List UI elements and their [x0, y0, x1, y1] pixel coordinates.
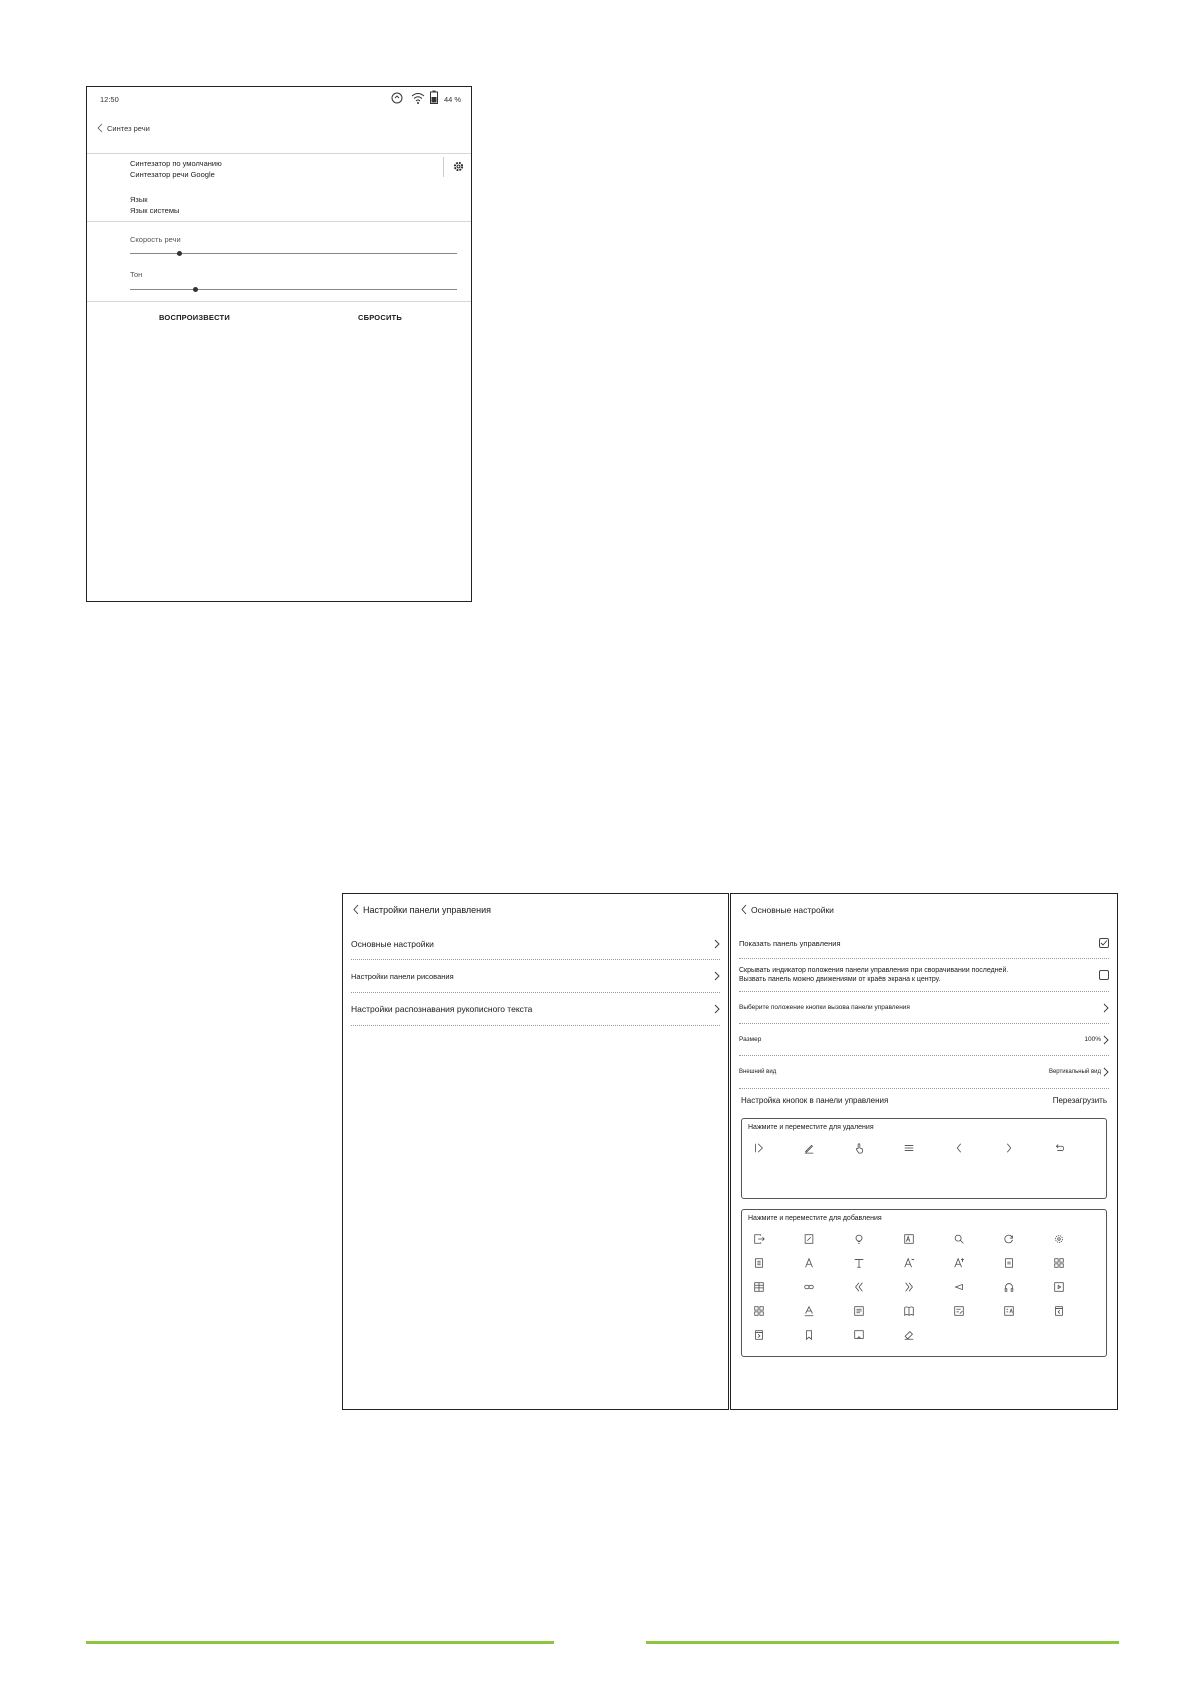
layout-icon[interactable]: [752, 1304, 766, 1318]
page-title: Настройки панели управления: [363, 904, 492, 915]
appearance-row[interactable]: [739, 1056, 1109, 1089]
font-a-icon[interactable]: [802, 1256, 816, 1270]
page-next-icon[interactable]: [752, 1328, 766, 1342]
remove-buttons-box: [741, 1118, 1107, 1199]
pitch-label: Тон: [130, 270, 143, 279]
note-icon[interactable]: [952, 1304, 966, 1318]
basic-settings-screen: [730, 893, 1118, 1410]
buttons-setup-label: Настройка кнопок в панели управления: [741, 1096, 889, 1105]
sync-icon: [390, 91, 404, 105]
size-row[interactable]: [739, 1024, 1109, 1056]
appearance-value: Вертикальный вид: [1048, 1069, 1101, 1075]
hide-indicator-text: [739, 966, 1008, 984]
page-prev-icon[interactable]: [1052, 1304, 1066, 1318]
panel-settings-screen: [342, 893, 729, 1410]
double-left-icon[interactable]: [852, 1280, 866, 1294]
show-panel-row[interactable]: [739, 928, 1109, 959]
wifi-icon: [411, 91, 425, 105]
footer-line-right: [646, 1641, 1119, 1644]
battery-icon: [430, 90, 438, 104]
hide-indicator-checkbox[interactable]: [1099, 970, 1109, 980]
exit-icon[interactable]: [752, 1232, 766, 1246]
idea-icon[interactable]: [852, 1232, 866, 1246]
language-label: Язык: [130, 195, 148, 204]
doc-list-icon[interactable]: [1002, 1256, 1016, 1270]
menu-item-label: Настройки распознавания рукописного текста: [351, 1004, 533, 1014]
menu-item-label: Настройки панели рисования: [351, 971, 454, 981]
speed-slider-thumb[interactable]: [177, 251, 182, 256]
speed-label: Скорость речи: [130, 235, 181, 244]
button-position-label: Выберите положение кнопки вызова панели управления: [739, 1004, 910, 1011]
chevron-right-icon[interactable]: [1002, 1141, 1016, 1155]
language-setting[interactable]: [130, 194, 179, 216]
page-text-icon[interactable]: [852, 1304, 866, 1318]
chevron-left-icon[interactable]: [952, 1141, 966, 1155]
menu-item-label: Основные настройки: [351, 938, 434, 949]
headphones-icon[interactable]: [1002, 1280, 1016, 1294]
refresh-icon[interactable]: [1002, 1232, 1016, 1246]
hide-indicator-line2: Вызвать панель можно движениями от краёв экрана к центру.: [739, 976, 941, 983]
back-icon[interactable]: [1052, 1141, 1066, 1155]
edit-page-icon[interactable]: [802, 1232, 816, 1246]
underline-a-icon[interactable]: [802, 1304, 816, 1318]
table-icon[interactable]: [752, 1280, 766, 1294]
tts-screen: [86, 86, 472, 602]
engine-setting[interactable]: [130, 158, 222, 180]
text-image-icon[interactable]: [1002, 1304, 1016, 1318]
tts-header[interactable]: [97, 123, 150, 133]
play-button[interactable]: ВОСПРОИЗВЕСТИ: [159, 313, 230, 322]
chevron-right-icon: [1103, 1067, 1109, 1077]
basic-settings-header[interactable]: [741, 904, 834, 915]
settings-icon[interactable]: [1052, 1232, 1066, 1246]
footer-line-left: [86, 1641, 554, 1644]
add-buttons-box: [741, 1209, 1107, 1357]
text-t-icon[interactable]: [852, 1256, 866, 1270]
touch-icon[interactable]: [852, 1141, 866, 1155]
book-icon[interactable]: [902, 1304, 916, 1318]
panel-settings-header[interactable]: [353, 904, 491, 915]
search-icon[interactable]: [952, 1232, 966, 1246]
divider: [443, 157, 444, 177]
reload-button[interactable]: Перезагрузить: [1052, 1096, 1107, 1105]
back-icon[interactable]: [97, 123, 103, 133]
show-panel-label: Показать панель управления: [739, 938, 841, 948]
engine-value: Синтезатор речи Google: [130, 170, 215, 179]
hide-indicator-line1: Скрывать индикатор положения панели управления при сворачивании последней.: [739, 967, 1009, 974]
menu-icon[interactable]: [902, 1141, 916, 1155]
document-icon[interactable]: [752, 1256, 766, 1270]
appearance-value-group: [1049, 1067, 1109, 1077]
font-size-icon[interactable]: [902, 1256, 916, 1270]
page-title: Синтез речи: [107, 123, 150, 133]
status-time: 12:50: [100, 95, 119, 104]
font-up-icon[interactable]: [952, 1256, 966, 1270]
button-position-row[interactable]: [739, 992, 1109, 1024]
chevron-right-icon: [1103, 1003, 1109, 1013]
language-value: Язык системы: [130, 206, 180, 215]
pitch-slider-thumb[interactable]: [193, 287, 198, 292]
divider: [87, 301, 471, 302]
chevron-right-icon: [1103, 1035, 1109, 1045]
add-box-title: Нажмите и переместите для добавления: [748, 1215, 882, 1222]
font-box-icon[interactable]: [902, 1232, 916, 1246]
grid-icon[interactable]: [1052, 1256, 1066, 1270]
double-right-icon[interactable]: [902, 1280, 916, 1294]
gear-icon[interactable]: [453, 161, 464, 172]
back-icon[interactable]: [741, 904, 747, 915]
menu-item-drawing[interactable]: [351, 960, 720, 993]
size-value-group: [1084, 1035, 1109, 1045]
engine-label: Синтезатор по умолчанию: [130, 159, 222, 168]
pen-icon[interactable]: [802, 1141, 816, 1155]
remove-box-title: Нажмите и переместите для удаления: [748, 1124, 874, 1131]
chevron-right-icon: [714, 971, 720, 981]
divider: [87, 153, 471, 154]
play-box-icon[interactable]: [1052, 1280, 1066, 1294]
menu-item-basic[interactable]: [351, 928, 720, 960]
divider: [87, 221, 471, 222]
buttons-setup-row: [741, 1096, 1107, 1105]
page-title: Основные настройки: [751, 904, 834, 915]
reset-button[interactable]: СБРОСИТЬ: [358, 313, 402, 322]
size-label: Размер: [739, 1036, 762, 1043]
link-icon[interactable]: [802, 1280, 816, 1294]
eraser-icon[interactable]: [902, 1328, 916, 1342]
size-value: 100%: [1084, 1036, 1101, 1043]
chevron-right-icon: [714, 939, 720, 949]
share-icon[interactable]: [952, 1280, 966, 1294]
hide-indicator-row[interactable]: [739, 959, 1109, 992]
show-panel-checkbox[interactable]: [1099, 938, 1109, 948]
battery-percent: 44 %: [444, 95, 462, 104]
appearance-label: Внешний вид: [739, 1069, 777, 1075]
back-icon[interactable]: [353, 904, 359, 915]
crop-icon[interactable]: [852, 1328, 866, 1342]
pitch-slider-track[interactable]: [130, 289, 457, 290]
bookmark-icon[interactable]: [802, 1328, 816, 1342]
chevron-right-icon: [714, 1004, 720, 1014]
toolbar-icon[interactable]: [752, 1141, 766, 1155]
menu-item-handwriting[interactable]: [351, 993, 720, 1026]
